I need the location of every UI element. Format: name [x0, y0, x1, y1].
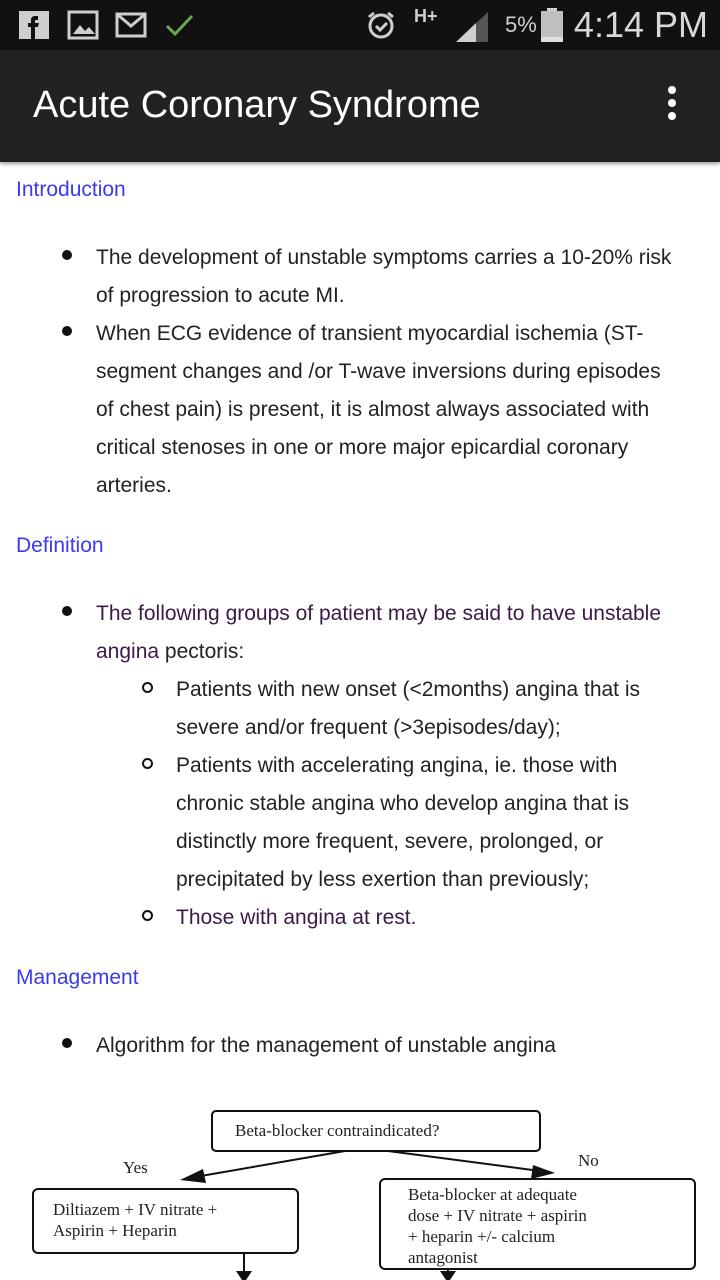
list-item-line: chronic stable angina who develop angina that is [176, 792, 629, 815]
battery-icon [541, 8, 563, 47]
list-item-line: Patients with accelerating angina, ie. those with [176, 754, 618, 777]
flowchart-box-text: Diltiazem + IV nitrate + [53, 1200, 218, 1219]
sub-bullet [142, 910, 153, 921]
flowchart-box-text: + heparin +/- calcium [408, 1227, 556, 1246]
list-item-line: critical stenoses in one or more major epicardial coronary [96, 436, 629, 459]
management-algorithm-flowchart [0, 1095, 720, 1280]
list-item-line: Those with angina at rest. [176, 906, 417, 929]
sub-bullet [142, 682, 153, 693]
flowchart-decision-box [211, 1110, 541, 1152]
list-item [96, 1027, 708, 1065]
list-item-line: Algorithm for the management of unstable angina [96, 1034, 556, 1057]
section-heading-definition: Definition [16, 534, 104, 557]
list-item-line: of progression to acute MI. [96, 284, 345, 307]
list-item-line: The following groups of patient may be said to have unstable [96, 602, 662, 625]
section-heading-introduction: Introduction [16, 178, 126, 201]
section-heading-management: Management [16, 966, 139, 989]
bullet [62, 1038, 72, 1048]
sub-list-item [176, 899, 708, 937]
flowchart-no-label: No [578, 1151, 599, 1170]
list-item-line: The development of unstable symptoms carries a 10-20% risk [96, 246, 672, 269]
page-title: Acute Coronary Syndrome [33, 84, 481, 126]
facebook-icon [18, 10, 50, 45]
flowchart-yes-box [32, 1188, 299, 1254]
list-item-line: Patients with new onset (<2months) angina that is [176, 678, 641, 701]
flowchart-box-text: Beta-blocker at adequate [408, 1185, 577, 1204]
sub-list-item [176, 747, 708, 899]
clock: 4:14 PM [573, 4, 708, 45]
flowchart-yes-label: Yes [123, 1158, 148, 1177]
bullet [62, 326, 72, 336]
flowchart-no-box [379, 1178, 696, 1270]
list-item-line: distinctly more frequent, severe, prolonged, or [176, 830, 604, 853]
list-item-line: segment changes and /or T-wave inversions during episodes [96, 360, 661, 383]
list-item-line: severe and/or frequent (>3episodes/day); [176, 716, 561, 739]
gmail-icon [115, 10, 147, 45]
list-item-line: precipitated by less exertion than previously; [176, 868, 590, 891]
sub-bullet [142, 758, 153, 769]
gallery-icon [67, 10, 99, 45]
signal-icon [454, 10, 490, 47]
status-bar [0, 0, 720, 50]
overflow-menu-icon[interactable] [655, 86, 689, 126]
flowchart-box-text: antagonist [408, 1248, 478, 1267]
bullet [62, 606, 72, 616]
list-item [96, 239, 708, 315]
definition-term: angina [96, 640, 160, 663]
definition-text: pectoris: [159, 640, 245, 663]
check-icon [164, 10, 196, 45]
network-hplus-icon: H+ [414, 6, 438, 26]
list-item-line: of chest pain) is present, it is almost always associated with [96, 398, 650, 421]
flowchart-box-text: Aspirin + Heparin [53, 1221, 177, 1240]
app-bar [0, 50, 720, 162]
list-item [96, 315, 708, 505]
flowchart-box-text: dose + IV nitrate + aspirin [408, 1206, 587, 1225]
battery-percent: 5% [505, 12, 537, 37]
alarm-icon [366, 10, 396, 45]
list-item [96, 595, 708, 671]
list-item-line: arteries. [96, 474, 172, 497]
flowchart-box-text: Beta-blocker contraindicated? [235, 1121, 440, 1140]
sub-list-item [176, 671, 708, 747]
list-item-line [96, 633, 708, 671]
bullet [62, 250, 72, 260]
list-item-line: When ECG evidence of transient myocardial ischemia (ST- [96, 322, 644, 345]
